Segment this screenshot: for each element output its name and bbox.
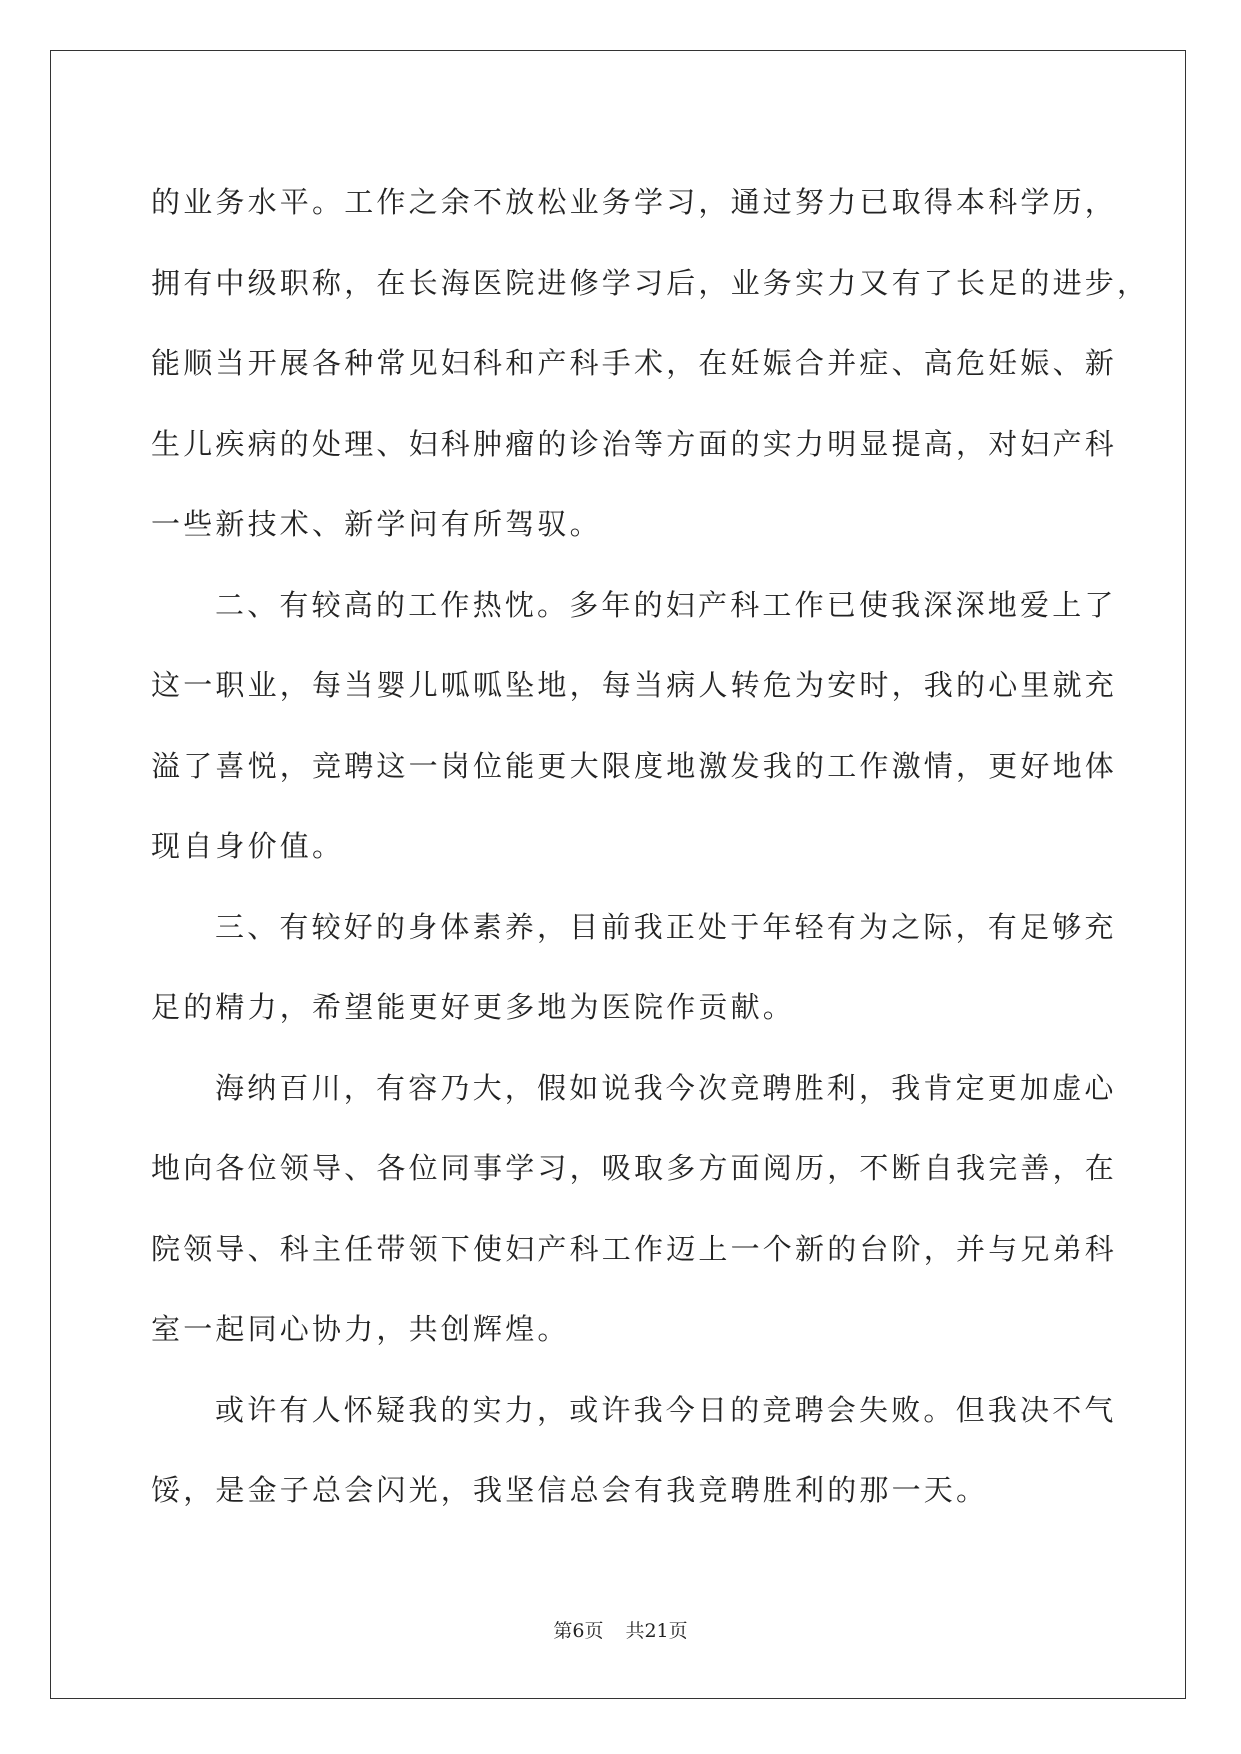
text-line: 足的精力，希望能更好更多地为医院作贡献。 [151, 990, 796, 1024]
text-line: 能顺当开展各种常见妇科和产科手术，在妊娠合并症、高危妊娠、新 [151, 346, 1118, 380]
text-line: 或许有人怀疑我的实力，或许我今日的竞聘会失败。但我决不气 [215, 1392, 1117, 1427]
text-line: 现自身价值。 [151, 829, 345, 863]
text-line: 的业务水平。工作之余不放松业务学习，通过努力已取得本科学历， [151, 185, 1118, 219]
text-line: 海纳百川，有容乃大，假如说我今次竞聘胜利，我肯定更加虚心 [215, 1070, 1117, 1105]
page-footer [0, 1616, 1241, 1643]
text-line: 地向各位领导、各位同事学习，吸取多方面阅历，不断自我完善，在 [151, 1151, 1118, 1185]
document-body [151, 162, 1150, 1531]
text-line: 拥有中级职称，在长海医院进修学习后，业务实力又有了长足的进步， [151, 265, 1150, 300]
text-line: 生儿疾病的处理、妇科肿瘤的诊治等方面的实力明显提高，对妇产科 [151, 426, 1118, 461]
total-pages-label: 共21页 [625, 1620, 688, 1642]
text-line: 溢了喜悦，竞聘这一岗位能更大限度地激发我的工作激情，更好地体 [151, 748, 1118, 783]
current-page-label: 第6页 [553, 1620, 604, 1642]
text-line: 一些新技术、新学问有所驾驭。 [151, 507, 602, 541]
text-line: 这一职业，每当婴儿呱呱坠地，每当病人转危为安时，我的心里就充 [151, 668, 1118, 702]
text-line: 三、有较好的身体素养，目前我正处于年轻有为之际，有足够充 [215, 909, 1117, 944]
text-line: 馁，是金子总会闪光，我坚信总会有我竞聘胜利的那一天。 [151, 1473, 989, 1507]
text-line: 室一起同心协力，共创辉煌。 [151, 1312, 570, 1346]
text-line: 二、有较高的工作热忱。多年的妇产科工作已使我深深地爱上了 [215, 587, 1117, 622]
text-line: 院领导、科主任带领下使妇产科工作迈上一个新的台阶，并与兄弟科 [151, 1231, 1118, 1266]
